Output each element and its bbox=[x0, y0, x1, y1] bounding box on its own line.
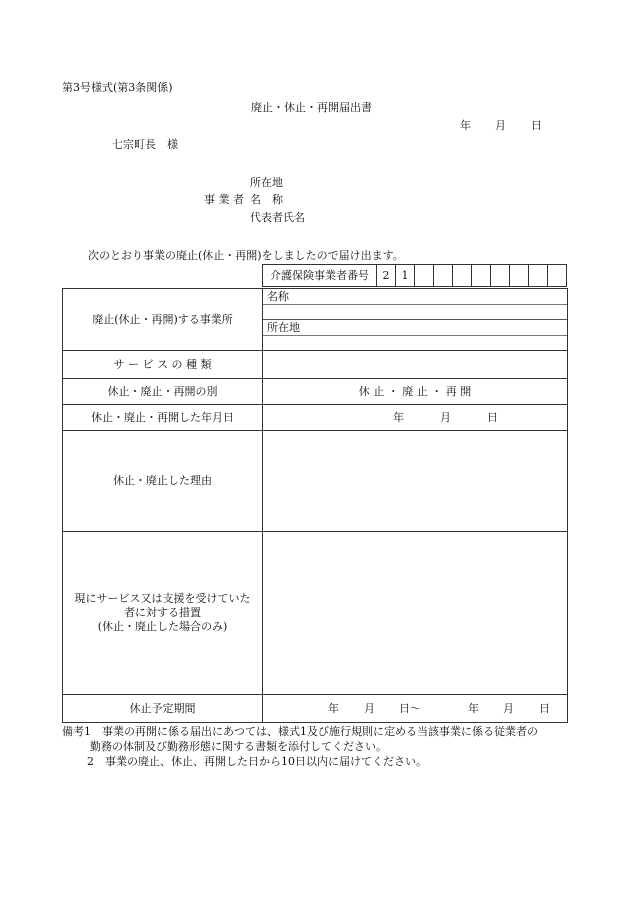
applicant-business-label: 事 業 者 bbox=[204, 193, 244, 206]
period-start-year: 年 bbox=[328, 701, 339, 715]
measures-label-line3: (休止・廃止した場合のみ) bbox=[97, 620, 228, 633]
action-date-day: 日 bbox=[487, 410, 498, 424]
measures-label-line2: 者に対する措置 bbox=[124, 606, 201, 619]
action-date-label: 休止・廃止・再開した年月日 bbox=[63, 405, 263, 431]
provider-number-digit[interactable] bbox=[415, 264, 434, 287]
provider-number-digit[interactable] bbox=[453, 264, 472, 287]
applicant-name-label: 名 称 bbox=[250, 193, 283, 206]
measures-label bbox=[63, 532, 263, 695]
period-start-month: 月 bbox=[364, 701, 375, 715]
service-type-label: サ ー ビ ス の 種 類 bbox=[63, 351, 263, 379]
applicant-address-label: 所在地 bbox=[250, 176, 283, 189]
form-number: 第3号様式(第3条関係) bbox=[62, 81, 173, 94]
category-label: 休止・廃止・再開の別 bbox=[63, 379, 263, 405]
category-options[interactable]: 休 止 ・ 廃 止 ・ 再 開 bbox=[263, 379, 568, 405]
provider-number-row bbox=[262, 264, 567, 288]
provider-number-digit[interactable]: 2 bbox=[377, 264, 396, 287]
suspension-period-label: 休止予定期間 bbox=[63, 695, 263, 723]
action-date-month: 月 bbox=[440, 410, 451, 424]
measures-field[interactable] bbox=[263, 532, 568, 695]
office-address-box[interactable] bbox=[263, 319, 567, 350]
addressee: 七宗町長 様 bbox=[112, 138, 178, 151]
provider-number-digit[interactable] bbox=[529, 264, 548, 287]
provider-number-digit[interactable] bbox=[472, 264, 491, 287]
date-year: 年 bbox=[460, 119, 471, 132]
provider-number-digit[interactable] bbox=[491, 264, 510, 287]
provider-number-digit[interactable] bbox=[548, 264, 567, 287]
provider-number-digit[interactable] bbox=[510, 264, 529, 287]
period-end-month: 月 bbox=[503, 701, 514, 715]
remark-1-line1: 備考1 事業の再開に係る届出にあつては、様式1及び施行規則に定める当該事業に係る従業者の bbox=[62, 725, 538, 738]
date-month: 月 bbox=[495, 119, 506, 132]
remarks bbox=[62, 724, 567, 769]
service-type-field[interactable] bbox=[263, 351, 568, 379]
reason-field[interactable] bbox=[263, 431, 568, 532]
notification-table bbox=[62, 288, 568, 723]
office-name-label: 名称 bbox=[267, 290, 289, 303]
date-day: 日 bbox=[531, 119, 542, 132]
suspension-period-field[interactable] bbox=[263, 695, 568, 723]
reason-label: 休止・廃止した理由 bbox=[63, 431, 263, 532]
office-address-label: 所在地 bbox=[267, 321, 300, 334]
applicant-rep-label: 代表者氏名 bbox=[250, 211, 305, 224]
action-date-year: 年 bbox=[393, 410, 404, 424]
document-title: 廃止・休止・再開届出書 bbox=[251, 101, 372, 114]
provider-number-digit[interactable]: 1 bbox=[396, 264, 415, 287]
provider-number-digit[interactable] bbox=[434, 264, 453, 287]
measures-label-line1: 現にサービス又は支援を受けていた bbox=[74, 592, 251, 605]
remark-1-line2: 勤務の体制及び勤務形態に関する書類を添付してください。 bbox=[90, 740, 387, 753]
period-start-day: 日～ bbox=[399, 701, 421, 715]
office-label: 廃止(休止・再開)する事業所 bbox=[63, 289, 263, 351]
intro-text: 次のとおり事業の廃止(休止・再開)をしましたので届け出ます。 bbox=[88, 249, 404, 262]
period-end-day: 日 bbox=[539, 701, 550, 715]
office-name-box[interactable] bbox=[263, 289, 567, 319]
provider-number-label: 介護保険事業者番号 bbox=[262, 264, 377, 287]
office-details-cell bbox=[263, 289, 568, 351]
period-end-year: 年 bbox=[468, 701, 479, 715]
action-date-field[interactable] bbox=[263, 405, 568, 431]
remark-2: 2 事業の廃止、休止、再開した日から10日以内に届けてください。 bbox=[87, 755, 427, 768]
